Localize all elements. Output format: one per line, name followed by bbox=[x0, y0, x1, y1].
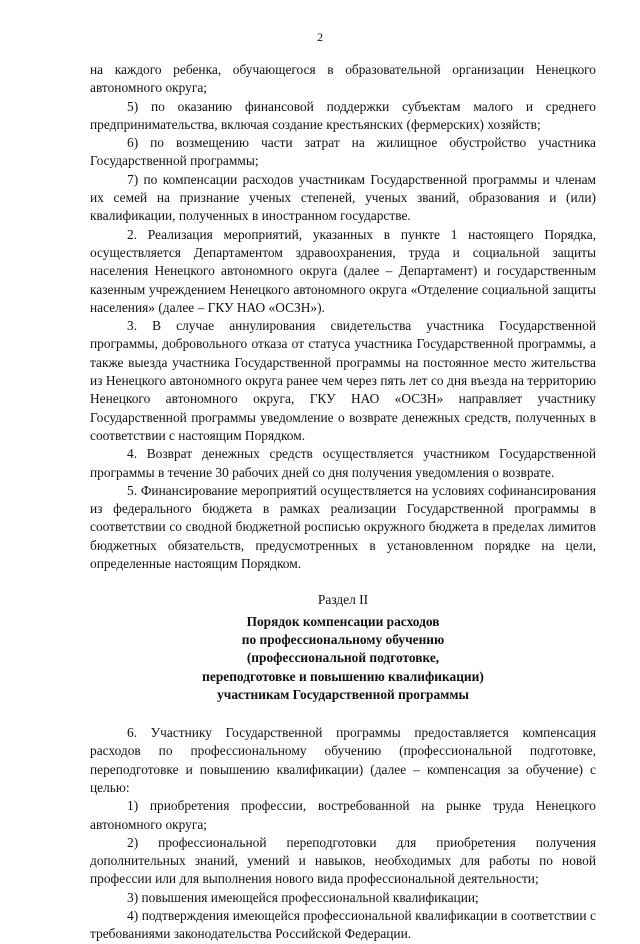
document-body bbox=[90, 61, 596, 944]
section-title-line: участникам Государственной программы bbox=[217, 686, 469, 702]
paragraph-purpose-2: 2) профессиональной переподготовки для приобретения получения дополнительных знаний, умений и навыков, необходимых для работы по новой профессии или для выполнения нового вида профессиональной деятельности; bbox=[90, 834, 596, 887]
section-title-line: (профессиональной подготовке, bbox=[246, 650, 440, 666]
section-heading bbox=[90, 591, 596, 704]
paragraph-item-6: 6) по возмещению части затрат на жилищное обустройство участника Государственной программы; bbox=[90, 135, 596, 169]
section-title-line: переподготовке и повышению квалификации) bbox=[202, 668, 484, 684]
paragraphs-after-section bbox=[90, 724, 596, 944]
paragraph-purpose-4: 4) подтверждения имеющейся профессиональной квалификации в соответствии с требованиями законодательства Российской Федерации. bbox=[90, 908, 596, 942]
paragraph-clause-6: 6. Участнику Государственной программы предоставляется компенсация расходов по профессиональному обучению (профессиональной подготовке, переподготовке и повышению квалификации) (далее – компенсация за обучение) с целью: bbox=[90, 725, 596, 795]
paragraphs-before-section bbox=[90, 61, 596, 573]
paragraph-clause-2: 2. Реализация мероприятий, указанных в пункте 1 настоящего Порядка, осуществляется Департаментом здравоохранения, труда и социальной защиты населения Ненецкого автономного округа (далее – Департамент) и государственным казенным учреждением Ненецкого автономного округа «Отделение социальной защиты населения» (далее – ГКУ НАО «ОСЗН»). bbox=[90, 226, 596, 315]
page-number: 2 bbox=[317, 30, 323, 44]
paragraph-clause-4: 4. Возврат денежных средств осуществляется участником Государственной программы в течение 30 рабочих дней со дня получения уведомления о возврате. bbox=[90, 446, 596, 480]
paragraph-purpose-3: 3) повышения имеющейся профессиональной квалификации; bbox=[127, 889, 479, 905]
section-label: Раздел II bbox=[317, 592, 369, 608]
section-title-line: по профессиональному обучению bbox=[241, 631, 445, 647]
paragraph-clause-5: 5. Финансирование мероприятий осуществляется на условиях софинансирования из федерального бюджета в рамках реализации Государственной программы в соответствии со сводной бюджетной росписью окружного бюджета в пределах лимитов бюджетных обязательств, предусмотренных в установленном порядке на цели, определенные настоящим Порядком. bbox=[90, 482, 596, 572]
paragraph-continuation: на каждого ребенка, обучающегося в образовательной организации Ненецкого автономного округа; bbox=[90, 62, 596, 96]
paragraph-item-7: 7) по компенсации расходов участникам Государственной программы и членам их семей на признание ученых степеней, ученых званий, образования и (или) квалификации, полученных в иностранном государстве. bbox=[90, 171, 596, 224]
paragraph-purpose-1: 1) приобретения профессии, востребованной на рынке труда Ненецкого автономного округа; bbox=[90, 798, 596, 832]
section-title-line: Порядок компенсации расходов bbox=[246, 613, 440, 629]
paragraph-item-5: 5) по оказанию финансовой поддержки субъектам малого и среднего предпринимательства, включая создание крестьянских (фермерских) хозяйств; bbox=[90, 98, 596, 132]
paragraph-clause-3: 3. В случае аннулирования свидетельства участника Государственной программы, добровольного отказа от статуса участника Государственной программы, а также выезда участника Государственной программы на постоянное место жительства из Ненецкого автономного округа ранее чем через пять лет со дня въезда на территорию Ненецкого автономного округа, ГКУ НАО «ОСЗН» направляет участнику Государственной программы уведомление о возврате денежных средств, полученных в соответствии с настоящим Порядком. bbox=[90, 318, 596, 443]
